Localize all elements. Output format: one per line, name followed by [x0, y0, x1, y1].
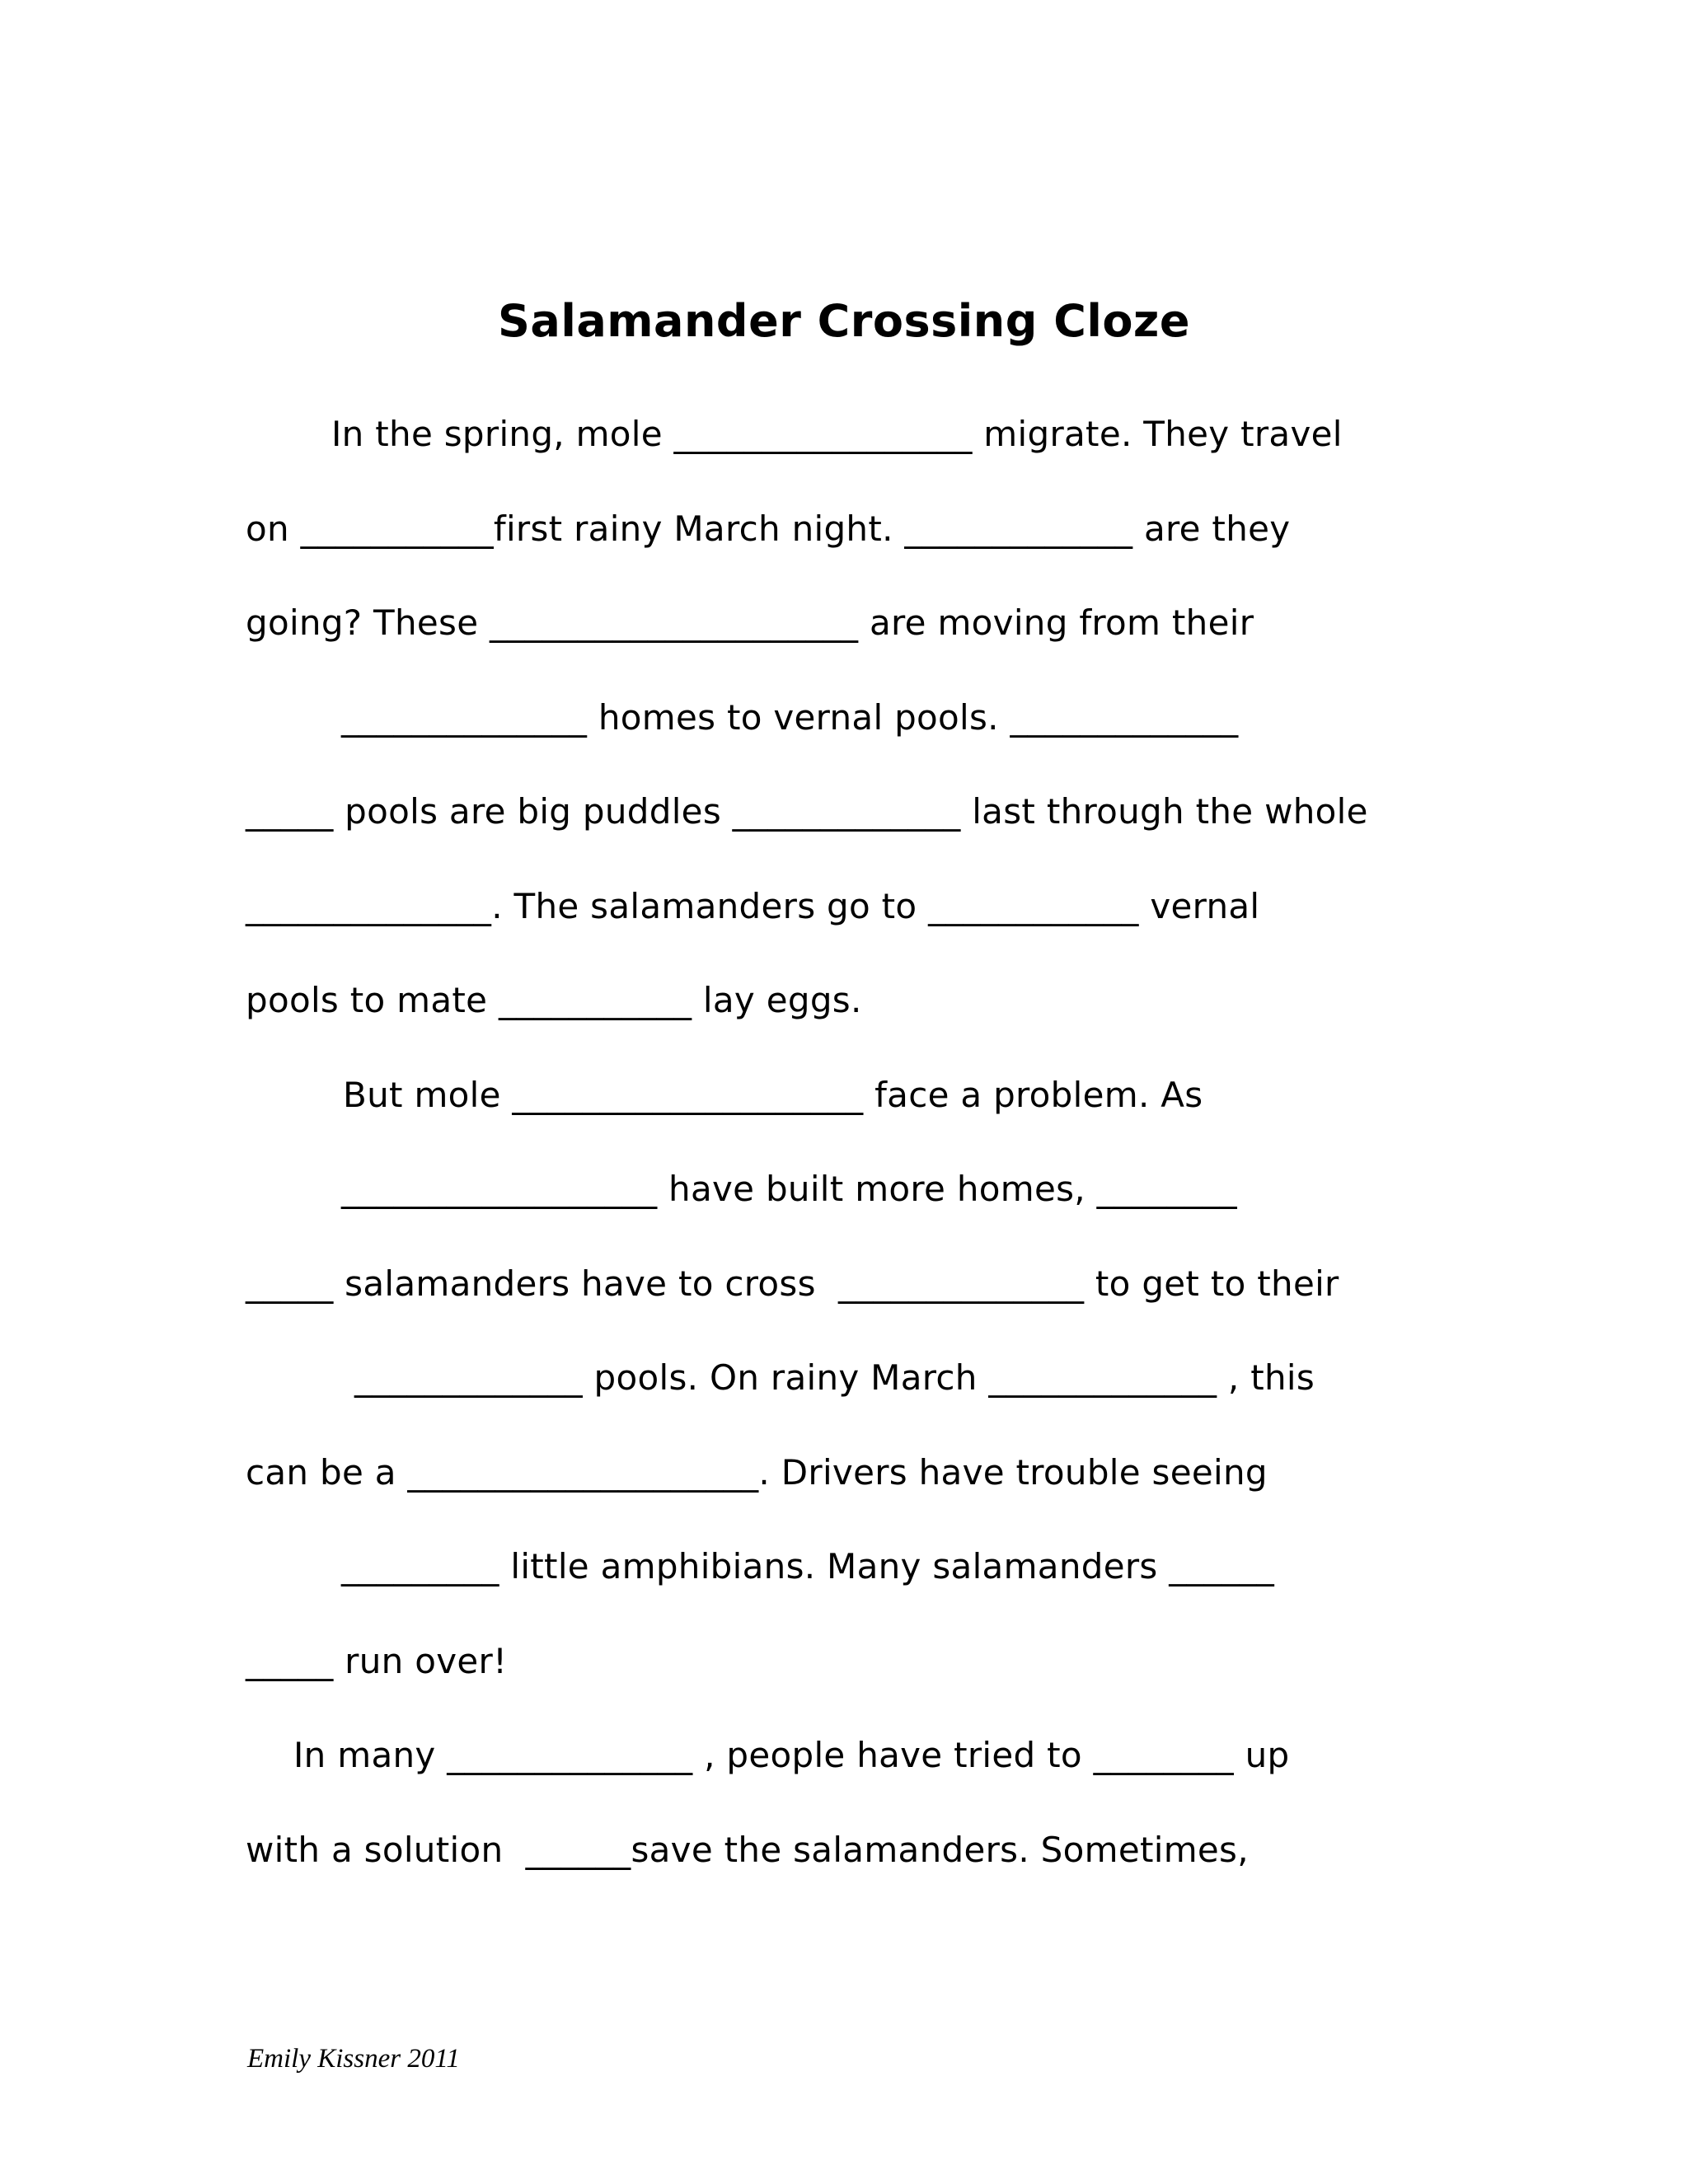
cloze-line-2: on ___________first rainy March night. _____________ are they — [246, 509, 1291, 549]
cloze-line-14: _____ run over! — [246, 1641, 508, 1681]
cloze-line-10: _____ salamanders have to cross ______________ to get to their — [246, 1263, 1339, 1304]
cloze-line-1: In the spring, mole _________________ migrate. They travel — [331, 414, 1343, 454]
cloze-line-7: pools to mate ___________ lay eggs. — [246, 980, 862, 1020]
author-footer: Emily Kissner 2011 — [247, 2044, 460, 2074]
cloze-line-16: with a solution ______save the salamanders. Sometimes, — [246, 1830, 1249, 1870]
cloze-line-8: But mole ____________________ face a problem. As — [343, 1075, 1203, 1115]
cloze-line-9: __________________ have built more homes, ________ — [341, 1169, 1237, 1209]
cloze-line-4: ______________ homes to vernal pools. _____________ — [341, 697, 1239, 738]
cloze-line-11: _____________ pools. On rainy March _____________ , this — [354, 1357, 1315, 1398]
worksheet-title: Salamander Crossing Cloze — [498, 295, 1190, 347]
cloze-line-15: In many ______________ , people have tried to ________ up — [293, 1735, 1290, 1775]
cloze-line-13: _________ little amphibians. Many salamanders ______ — [341, 1546, 1275, 1586]
cloze-line-3: going? These _____________________ are moving from their — [246, 602, 1254, 643]
cloze-line-6: ______________. The salamanders go to ____________ vernal — [246, 886, 1260, 926]
cloze-line-5: _____ pools are big puddles _____________ last through the whole — [246, 791, 1368, 832]
cloze-line-12: can be a ____________________. Drivers have trouble seeing — [246, 1452, 1268, 1493]
